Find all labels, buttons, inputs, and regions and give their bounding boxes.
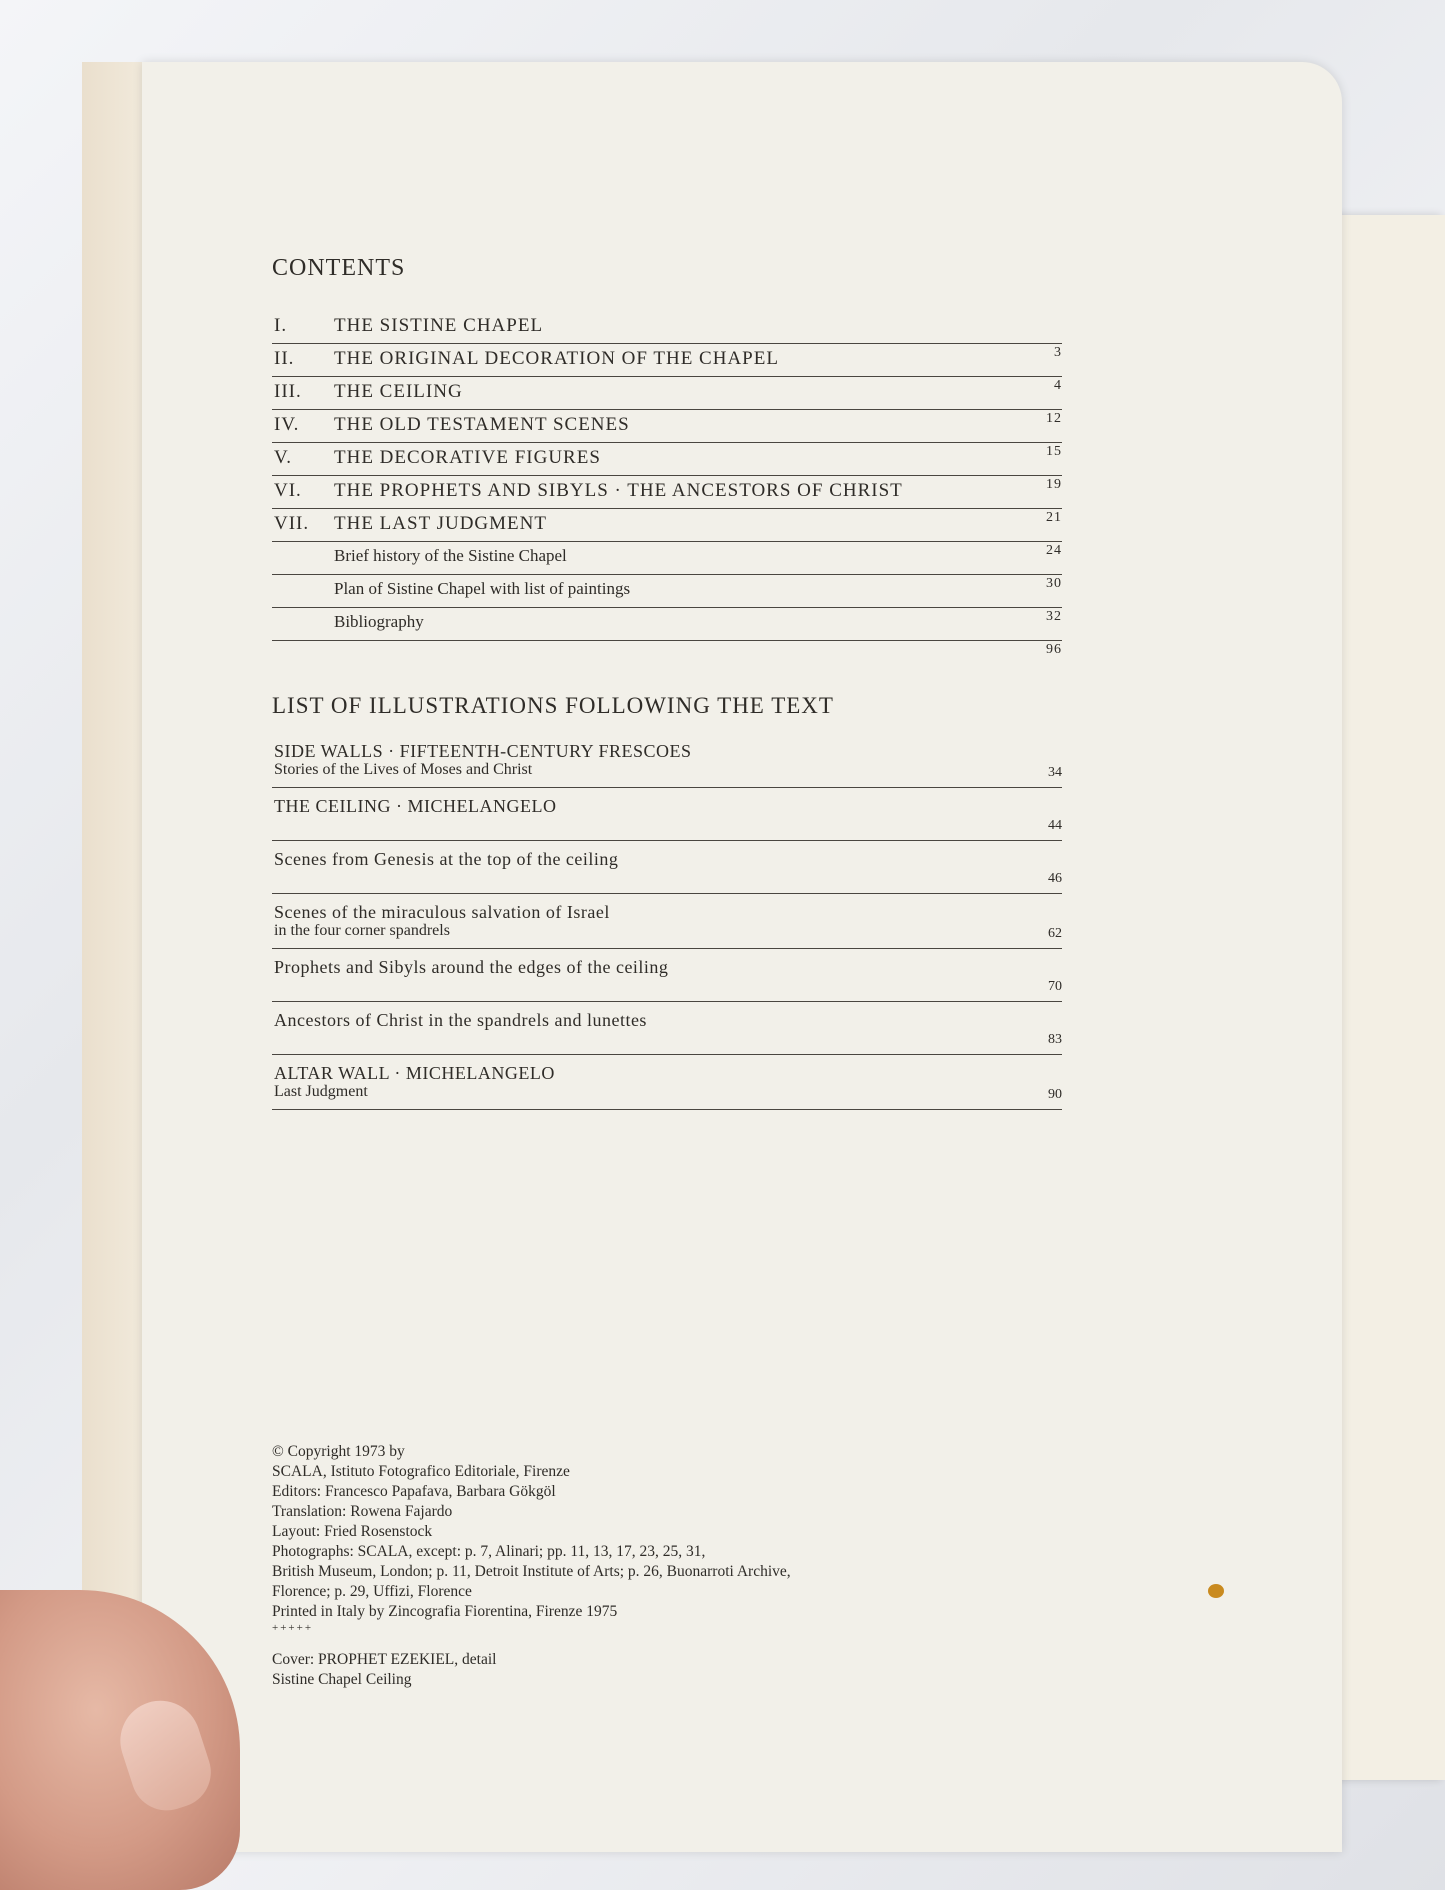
toc-row [272, 608, 1062, 657]
illustration-row [272, 788, 1062, 841]
illustrations-heading: LIST OF ILLUSTRATIONS FOLLOWING THE TEXT [272, 693, 834, 718]
illustration-page: 83 [1048, 1032, 1062, 1047]
illustration-title: Prophets and Sibyls around the edges of the ceiling [274, 957, 669, 977]
layout-line: Layout: Fried Rosenstock [272, 1523, 433, 1540]
toc-title: THE CEILING [334, 381, 463, 402]
illustration-row [272, 1002, 1062, 1055]
publisher-line: SCALA, Istituto Fotografico Editoriale, Firenze [272, 1463, 570, 1480]
toc-number: II. [274, 348, 295, 369]
editors-line: Editors: Francesco Papafava, Barbara Gökgöl [272, 1483, 556, 1500]
illustration-row [272, 894, 1062, 949]
illustration-title: THE CEILING · MICHELANGELO [274, 796, 557, 816]
illustration-row [272, 841, 1062, 894]
toc-page: 96 [1046, 642, 1062, 657]
illustration-title: Scenes from Genesis at the top of the ceiling [274, 849, 619, 869]
toc-number: I. [274, 315, 288, 336]
illustration-title: SIDE WALLS · FIFTEENTH-CENTURY FRESCOES [274, 741, 692, 761]
toc-page: 30 [1046, 576, 1062, 591]
illustration-subtitle: Stories of the Lives of Moses and Christ [274, 761, 533, 778]
photographs-line: British Museum, London; p. 11, Detroit Institute of Arts; p. 26, Buonarroti Archive, [272, 1563, 791, 1580]
illustration-page: 46 [1048, 871, 1062, 886]
photographs-line: Florence; p. 29, Uffizi, Florence [272, 1583, 472, 1600]
illustration-row [272, 949, 1062, 1002]
next-page-edge [1330, 215, 1445, 1780]
illustration-title: Scenes of the miraculous salvation of Israel [274, 902, 610, 922]
page-content [272, 255, 1062, 1110]
illustration-row [272, 733, 1062, 788]
toc-page: 19 [1046, 477, 1062, 492]
illustration-page: 44 [1048, 818, 1062, 833]
toc-page: 12 [1046, 411, 1062, 426]
cover-line: Sistine Chapel Ceiling [272, 1671, 412, 1688]
illustration-row [272, 1055, 1062, 1110]
illustration-title: ALTAR WALL · MICHELANGELO [274, 1063, 555, 1083]
illustration-page: 34 [1048, 765, 1062, 780]
toc-number: VI. [274, 480, 302, 501]
contents-heading: CONTENTS [272, 255, 406, 281]
copyright-line: © Copyright 1973 by [272, 1443, 405, 1460]
toc-page: 3 [1054, 345, 1062, 360]
toc-page: 24 [1046, 543, 1062, 558]
toc-title: THE ORIGINAL DECORATION OF THE CHAPEL [334, 348, 779, 369]
copyright-credits [272, 1442, 1072, 1690]
illustration-page: 90 [1048, 1087, 1062, 1102]
toc-number: IV. [274, 414, 300, 435]
contents-list [272, 311, 1062, 657]
illustration-title: Ancestors of Christ in the spandrels and lunettes [274, 1010, 647, 1030]
toc-page: 32 [1046, 609, 1062, 624]
toc-page: 4 [1054, 378, 1062, 393]
cover-line: Cover: PROPHET EZEKIEL, detail [272, 1651, 497, 1668]
toc-title: THE OLD TESTAMENT SCENES [334, 414, 630, 435]
photographs-line: Photographs: SCALA, except: p. 7, Alinari; pp. 11, 13, 17, 23, 25, 31, [272, 1543, 706, 1560]
toc-title: THE SISTINE CHAPEL [334, 315, 544, 336]
toc-page: 15 [1046, 444, 1062, 459]
toc-title: THE PROPHETS AND SIBYLS · THE ANCESTORS OF CHRIST [334, 480, 903, 501]
illustrations-list [272, 733, 1062, 1110]
toc-title: THE LAST JUDGMENT [334, 513, 547, 534]
paper-stain [1208, 1584, 1224, 1598]
toc-title: Bibliography [334, 612, 424, 631]
illustration-subtitle: Last Judgment [274, 1083, 368, 1100]
toc-page: 21 [1046, 510, 1062, 525]
translation-line: Translation: Rowena Fajardo [272, 1503, 453, 1520]
illustration-subtitle: in the four corner spandrels [274, 922, 450, 939]
printed-line: Printed in Italy by Zincografia Fiorentina, Firenze 1975 [272, 1603, 618, 1620]
toc-number: V. [274, 447, 293, 468]
illustration-page: 70 [1048, 979, 1062, 994]
printer-marks: +++++ [272, 1622, 314, 1634]
toc-title: THE DECORATIVE FIGURES [334, 447, 601, 468]
toc-title: Plan of Sistine Chapel with list of paintings [334, 579, 631, 598]
illustration-page: 62 [1048, 926, 1062, 941]
toc-title: Brief history of the Sistine Chapel [334, 546, 567, 565]
toc-number: III. [274, 381, 302, 402]
toc-number: VII. [274, 513, 310, 534]
